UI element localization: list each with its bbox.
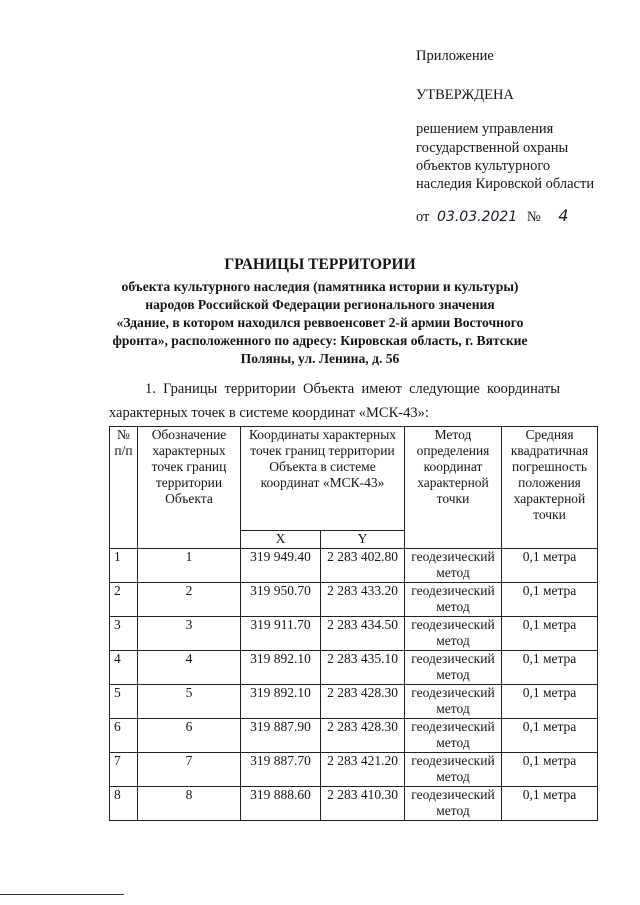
date-line	[416, 207, 568, 226]
title-line-5: Поляны, ул. Ленина, д. 56	[240, 351, 400, 366]
cell-method: геодезический метод	[405, 753, 502, 787]
cell-y: 2 283 421.20	[321, 753, 405, 787]
cell-x: 319 892.10	[241, 651, 321, 685]
cell-method: геодезический метод	[405, 549, 502, 583]
cell-y: 2 283 435.10	[321, 651, 405, 685]
cell-method: геодезический метод	[405, 787, 502, 821]
cell-point: 8	[138, 787, 241, 821]
cell-point: 2	[138, 583, 241, 617]
header-designation: Обозначение характерных точек границ территории Объекта	[138, 427, 241, 549]
cell-num: 1	[110, 549, 138, 583]
decision-line-2: государственной охраны	[416, 140, 569, 156]
cell-y: 2 283 433.20	[321, 583, 405, 617]
decision-line-1: решением управления	[416, 121, 554, 137]
table-row	[110, 685, 598, 719]
cell-num: 3	[110, 617, 138, 651]
cell-method: геодезический метод	[405, 617, 502, 651]
cell-x: 319 949.40	[241, 549, 321, 583]
decision-line-3: объектов культурного	[416, 158, 551, 174]
header-method: Метод определения координат характерной точки	[405, 427, 502, 549]
table-row	[110, 753, 598, 787]
date-value: 03.03.2021	[437, 209, 518, 225]
paragraph-line-1: 1. Границы территории Объекта имеют следующие координаты	[145, 381, 560, 397]
cell-method: геодезический метод	[405, 719, 502, 753]
number-value: 4	[558, 206, 569, 225]
title-line-4: фронта», расположенного по адресу: Кировская область, г. Вятские	[112, 333, 528, 348]
header-coordinates: Координаты характерных точек границ территории Объекта в системе координат «МСК-43»	[241, 427, 405, 531]
cell-num: 6	[110, 719, 138, 753]
cell-num: 8	[110, 787, 138, 821]
title-line-2: народов Российской Федерации регионального значения	[145, 297, 495, 312]
table-row	[110, 787, 598, 821]
cell-y: 2 283 402.80	[321, 549, 405, 583]
cell-y: 2 283 434.50	[321, 617, 405, 651]
table-row	[110, 583, 598, 617]
cell-method: геодезический метод	[405, 685, 502, 719]
cell-point: 4	[138, 651, 241, 685]
page-title: ГРАНИЦЫ ТЕРРИТОРИИ	[224, 256, 416, 273]
cell-point: 3	[138, 617, 241, 651]
cell-num: 7	[110, 753, 138, 787]
cell-x: 319 887.90	[241, 719, 321, 753]
cell-error: 0,1 метра	[502, 787, 598, 821]
cell-point: 1	[138, 549, 241, 583]
header-y: Y	[321, 531, 405, 549]
cell-num: 2	[110, 583, 138, 617]
cell-y: 2 283 428.30	[321, 719, 405, 753]
cell-x: 319 911.70	[241, 617, 321, 651]
cell-x: 319 887.70	[241, 753, 321, 787]
title-line-3: «Здание, в котором находился реввоенсовет 2-й армии Восточного	[116, 315, 524, 330]
paragraph-line-2: характерных точек в системе координат «МСК-43»:	[109, 405, 429, 421]
cell-num: 5	[110, 685, 138, 719]
cell-error: 0,1 метра	[502, 549, 598, 583]
table-row	[110, 549, 598, 583]
cell-error: 0,1 метра	[502, 651, 598, 685]
footnote-divider	[0, 894, 124, 895]
cell-error: 0,1 метра	[502, 617, 598, 651]
number-prefix: №	[526, 209, 541, 225]
header-num: № п/п	[110, 427, 138, 549]
table-row	[110, 651, 598, 685]
cell-error: 0,1 метра	[502, 719, 598, 753]
cell-y: 2 283 428.30	[321, 685, 405, 719]
coordinates-table	[109, 426, 598, 821]
approved-label: УТВЕРЖДЕНА	[416, 87, 514, 103]
cell-y: 2 283 410.30	[321, 787, 405, 821]
cell-point: 6	[138, 719, 241, 753]
cell-x: 319 888.60	[241, 787, 321, 821]
table-row	[110, 719, 598, 753]
header-x: X	[241, 531, 321, 549]
cell-error: 0,1 метра	[502, 753, 598, 787]
cell-point: 5	[138, 685, 241, 719]
header-error: Средняя квадратичная погрешность положения характерной точки	[502, 427, 598, 549]
cell-x: 319 892.10	[241, 685, 321, 719]
cell-point: 7	[138, 753, 241, 787]
cell-num: 4	[110, 651, 138, 685]
cell-error: 0,1 метра	[502, 685, 598, 719]
table-row	[110, 617, 598, 651]
cell-method: геодезический метод	[405, 583, 502, 617]
cell-x: 319 950.70	[241, 583, 321, 617]
date-prefix: от	[416, 209, 430, 225]
cell-method: геодезический метод	[405, 651, 502, 685]
decision-line-4: наследия Кировской области	[416, 176, 595, 192]
title-line-1: объекта культурного наследия (памятника истории и культуры)	[121, 279, 519, 294]
appendix-label: Приложение	[416, 48, 494, 64]
cell-error: 0,1 метра	[502, 583, 598, 617]
